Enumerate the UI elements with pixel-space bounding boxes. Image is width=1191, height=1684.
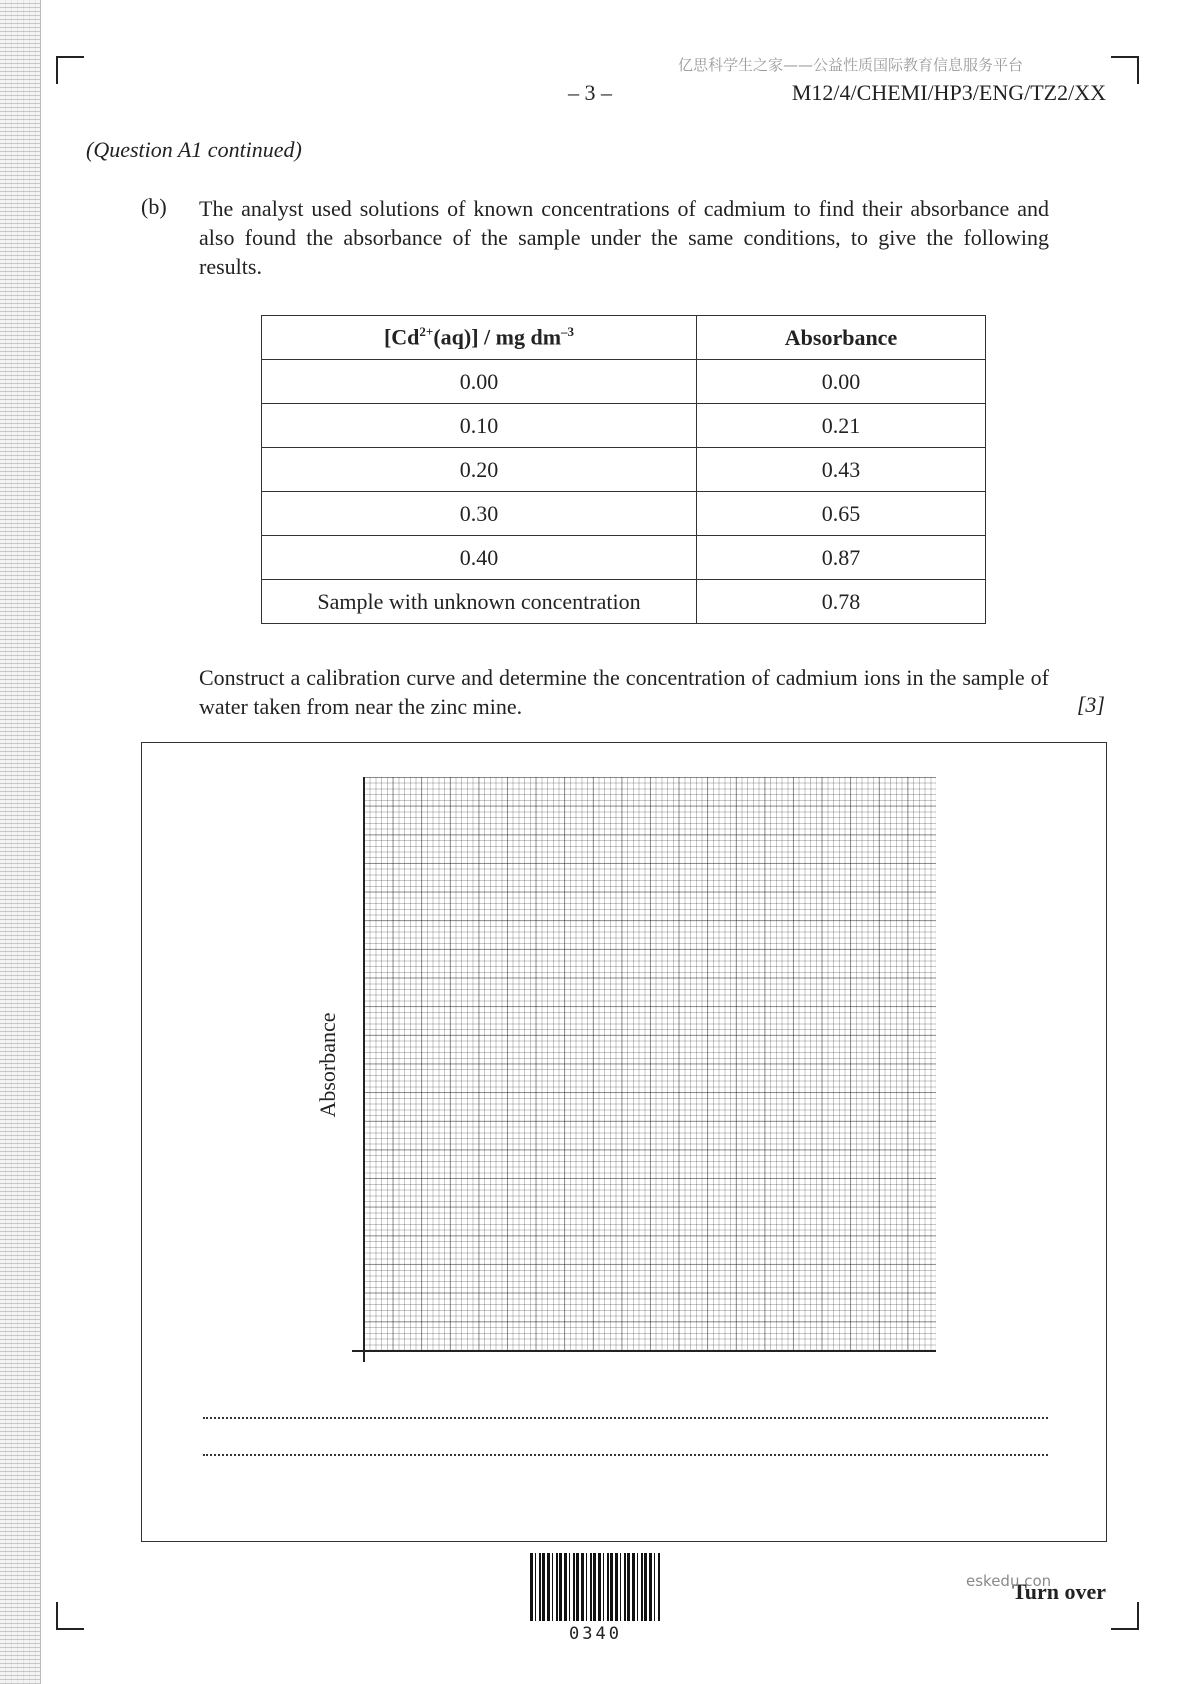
footer-watermark: eskedu.con (966, 1572, 1052, 1590)
results-table (261, 315, 986, 624)
marks-label: [3] (1076, 692, 1105, 717)
absorbance-cell: 0.21 (697, 404, 986, 448)
absorbance-cell: 0.65 (697, 492, 986, 536)
crop-mark-bottom-right (1111, 1602, 1139, 1630)
absorbance-cell: 0.78 (697, 580, 986, 624)
table-row (262, 448, 986, 492)
table-row (262, 404, 986, 448)
absorbance-column-header: Absorbance (697, 316, 986, 360)
table-row (262, 360, 986, 404)
table-row (262, 580, 986, 624)
concentration-cell: 0.10 (262, 404, 697, 448)
question-intro-text: The analyst used solutions of known concentrations of cadmium to find their absorbance and also found the absorbance of the sample under the same conditions, to give the following results. (199, 196, 1049, 279)
graph-y-axis (363, 777, 365, 1362)
crop-mark-top-right (1111, 56, 1139, 84)
absorbance-cell: 0.43 (697, 448, 986, 492)
crop-mark-bottom-left (56, 1602, 84, 1630)
page-margin-strip (0, 0, 41, 1684)
concentration-cell: 0.30 (262, 492, 697, 536)
barcode (530, 1553, 661, 1621)
header-watermark: 亿思科学生之家——公益性质国际教育信息服务平台 (678, 56, 1024, 74)
question-continued-label: (Question A1 continued) (86, 137, 302, 162)
answer-line[interactable] (203, 1454, 1048, 1456)
absorbance-cell: 0.87 (697, 536, 986, 580)
concentration-cell: 0.40 (262, 536, 697, 580)
graph-y-axis-label: Absorbance (315, 1012, 340, 1118)
table-row (262, 492, 986, 536)
concentration-cell: 0.20 (262, 448, 697, 492)
graph-paper-grid[interactable] (364, 777, 936, 1350)
crop-mark-top-left (56, 56, 84, 84)
table-header-row (262, 316, 986, 360)
answer-line[interactable] (203, 1417, 1048, 1419)
barcode-number: 0340 (569, 1624, 622, 1644)
table-row (262, 536, 986, 580)
concentration-cell: Sample with unknown concentration (262, 580, 697, 624)
turn-over-label: Turn over (1012, 1579, 1106, 1604)
absorbance-cell: 0.00 (697, 360, 986, 404)
page-number: – 3 – (568, 80, 612, 105)
question-part-label: (b) (141, 194, 167, 219)
graph-x-axis (352, 1350, 936, 1352)
paper-code: M12/4/CHEMI/HP3/ENG/TZ2/XX (791, 80, 1106, 105)
concentration-column-header: $[Cd^{2+}(aq)]$ / mg $dm^{-3}$ (262, 316, 697, 360)
question-instruction-text: Construct a calibration curve and determine the concentration of cadmium ions in the sample of water taken from near the zinc mine. (199, 665, 1049, 719)
concentration-cell: 0.00 (262, 360, 697, 404)
